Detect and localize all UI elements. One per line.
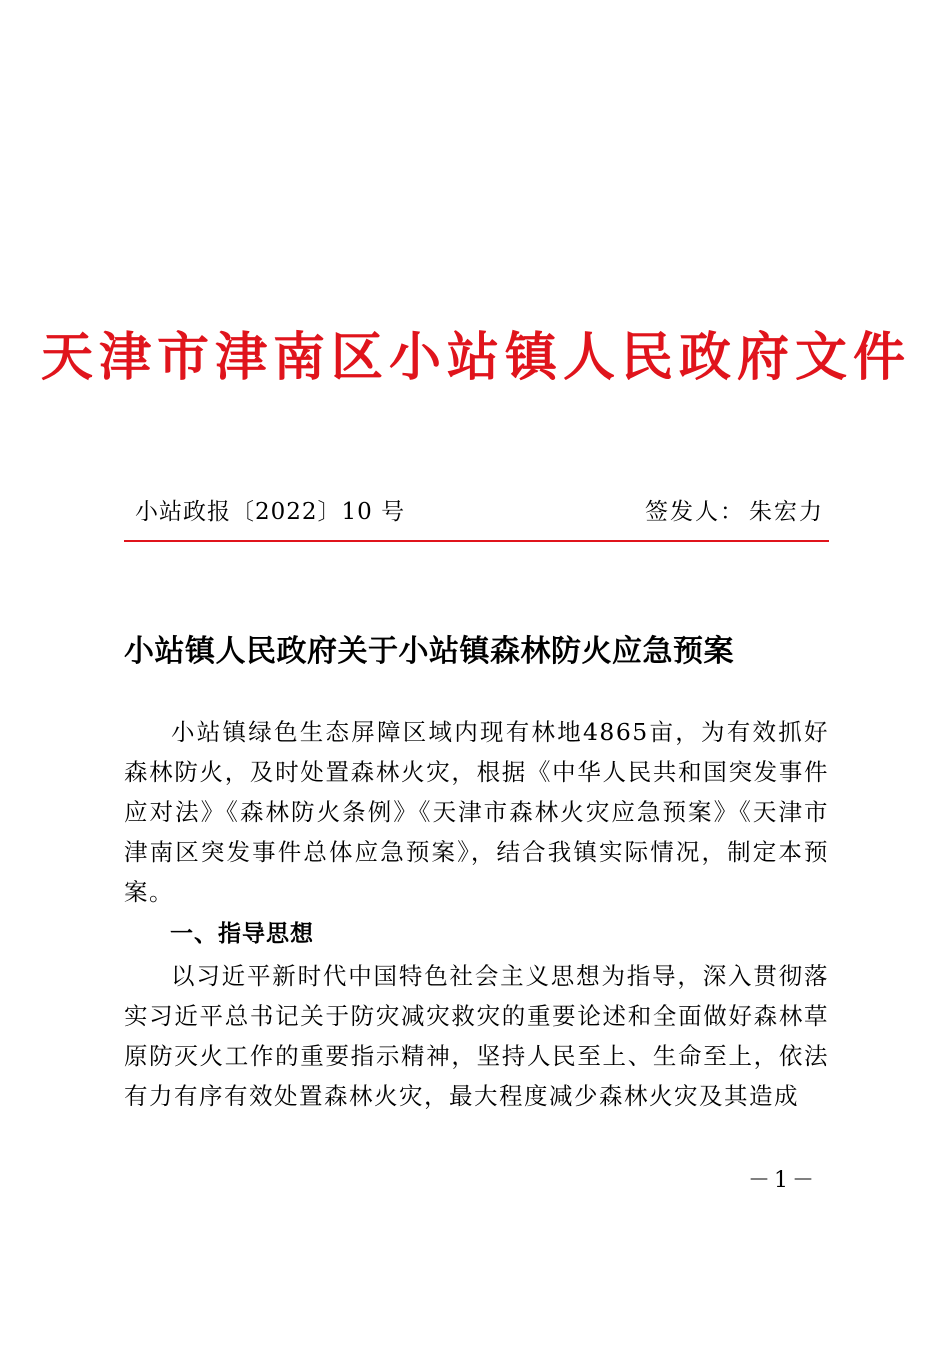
section-paragraph: 以习近平新时代中国特色社会主义思想为指导，深入贯彻落实习近平总书记关于防灾减灾救灾的重要论述和全面做好森林草原防灭火工作的重要指示精神，坚持人民至上、生命至上，依法有力有序有效处置森林火灾，最大程度减少森林火灾及其造成: [124, 962, 829, 1110]
signer-name: 朱宏力: [749, 499, 824, 525]
signer-label: 签发人：: [645, 499, 745, 525]
red-separator-line: [124, 540, 829, 542]
document-body: [124, 712, 829, 1116]
document-number: 小站政报〔2022〕10 号: [135, 499, 406, 525]
signer-block: [645, 494, 824, 530]
document-title: 小站镇人民政府关于小站镇森林防火应急预案: [124, 634, 734, 669]
intro-paragraph: 小站镇绿色生态屏障区域内现有林地4865亩，为有效抓好森林防火，及时处置森林火灾，根据《中华人民共和国突发事件应对法》《森林防火条例》《天津市森林火灾应急预案》《天津市津南区突发事件总体应急预案》，结合我镇实际情况，制定本预案。: [124, 718, 829, 906]
section-heading: 一、指导思想: [170, 921, 314, 947]
masthead-title: 天津市津南区小站镇人民政府文件: [40, 327, 911, 388]
page-number: －1－: [748, 1168, 818, 1193]
